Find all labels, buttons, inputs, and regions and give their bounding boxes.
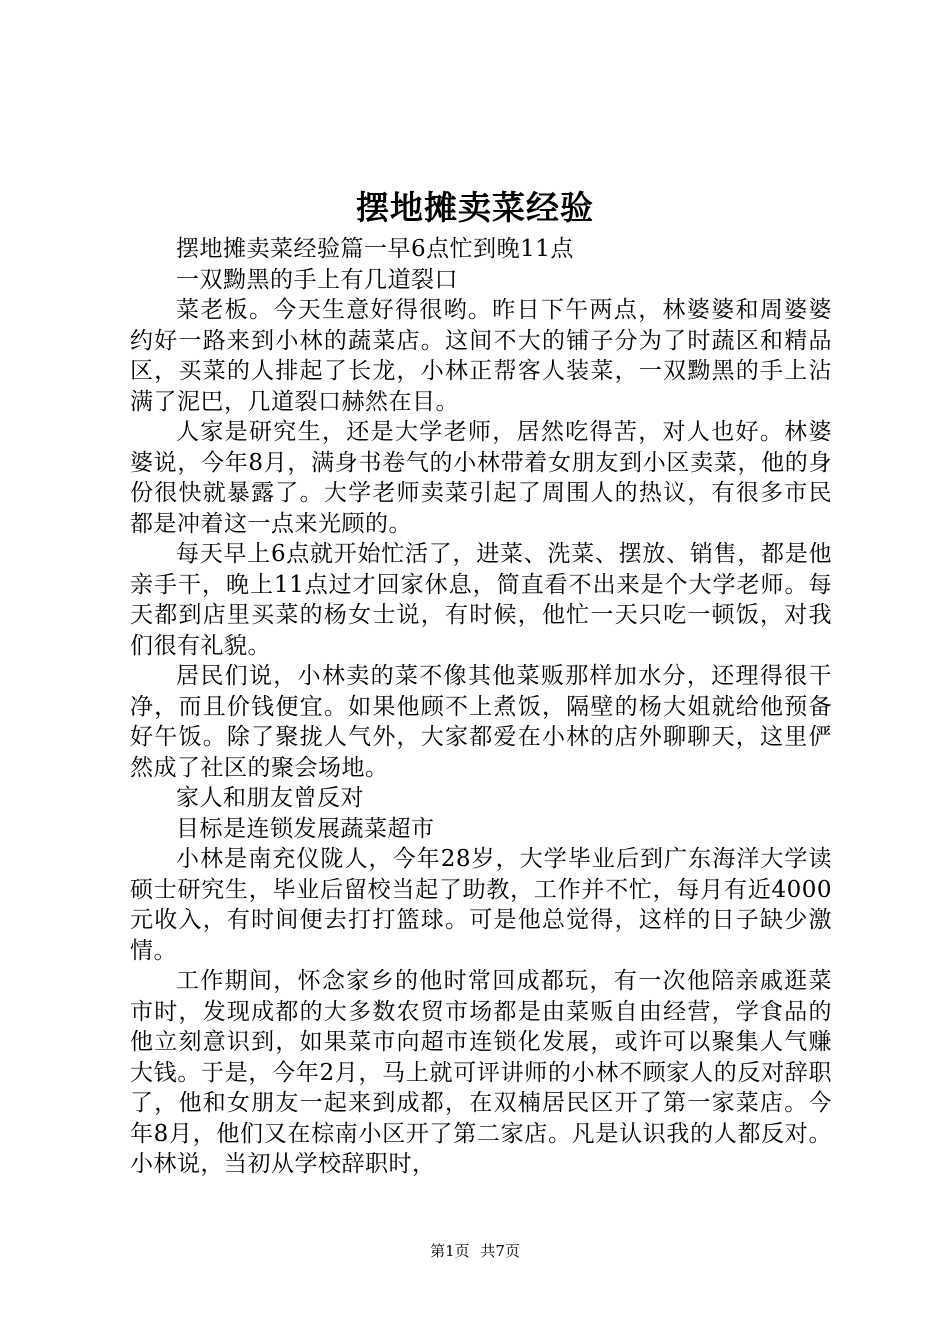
paragraph: 工作期间，怀念家乡的他时常回成都玩，有一次他陪亲戚逛菜市时，发现成都的大多数农贸市场都是由菜贩自由经营，学食品的他立刻意识到，如果菜市向超市连锁化发展，或许可以聚集人气赚大钱。于是，今年2月，马上就可评讲师的小林不顾家人的反对辞职了，他和女朋友一起来到成都，在双楠居民区开了第一家菜店。今年8月，他们又在棕南小区开了第二家店。凡是认识我的人都反对。小林说，当初从学校辞职时，	[130, 968, 832, 1177]
page-footer	[0, 1241, 950, 1261]
paragraph: 菜老板。今天生意好得很哟。昨日下午两点，林婆婆和周婆婆约好一路来到小林的蔬菜店。这间不大的铺子分为了时蔬区和精品区，买菜的人排起了长龙，小林正帮客人装菜，一双黝黑的手上沾满了泥巴，几道裂口赫然在目。	[130, 297, 832, 415]
paragraph: 人家是研究生，还是大学老师，居然吃得苦，对人也好。林婆婆说，今年8月，满身书卷气的小林带着女朋友到小区卖菜，他的身份很快就暴露了。大学老师卖菜引起了周围人的热议，有很多市民都是冲着这一点来光顾的。	[130, 419, 832, 537]
paragraph: 每天早上6点就开始忙活了，进菜、洗菜、摆放、销售，都是他亲手干，晚上11点过才回家休息，简直看不出来是个大学老师。每天都到店里买菜的杨女士说，有时候，他忙一天只吃一顿饭，对我们很有礼貌。	[130, 541, 832, 659]
page-number: 第1页	[430, 1242, 470, 1260]
document-title: 摆地摊卖菜经验	[356, 188, 594, 227]
section-heading: 家人和朋友曾反对	[176, 785, 364, 811]
page-total: 共7页	[480, 1242, 520, 1260]
document-body	[130, 234, 832, 1180]
subtitle-line: 摆地摊卖菜经验篇一早6点忙到晚11点	[176, 236, 574, 262]
section-heading: 目标是连锁发展蔬菜超市	[176, 815, 435, 842]
subheading-line: 一双黝黑的手上有几道裂口	[176, 266, 458, 293]
paragraph: 小林是南充仪陇人，今年28岁，大学毕业后到广东海洋大学读硕士研究生，毕业后留校当起了助教，工作并不忙，每月有近4000元收入，有时间便去打打篮球。可是他总觉得，这样的日子缺少激情。	[130, 846, 832, 964]
paragraph: 居民们说，小林卖的菜不像其他菜贩那样加水分，还理得很干净，而且价钱便宜。如果他顾不上煮饭，隔壁的杨大姐就给他预备好午饭。除了聚拢人气外，大家都爱在小林的店外聊聊天，这里俨然成了社区的聚会场地。	[130, 663, 832, 781]
